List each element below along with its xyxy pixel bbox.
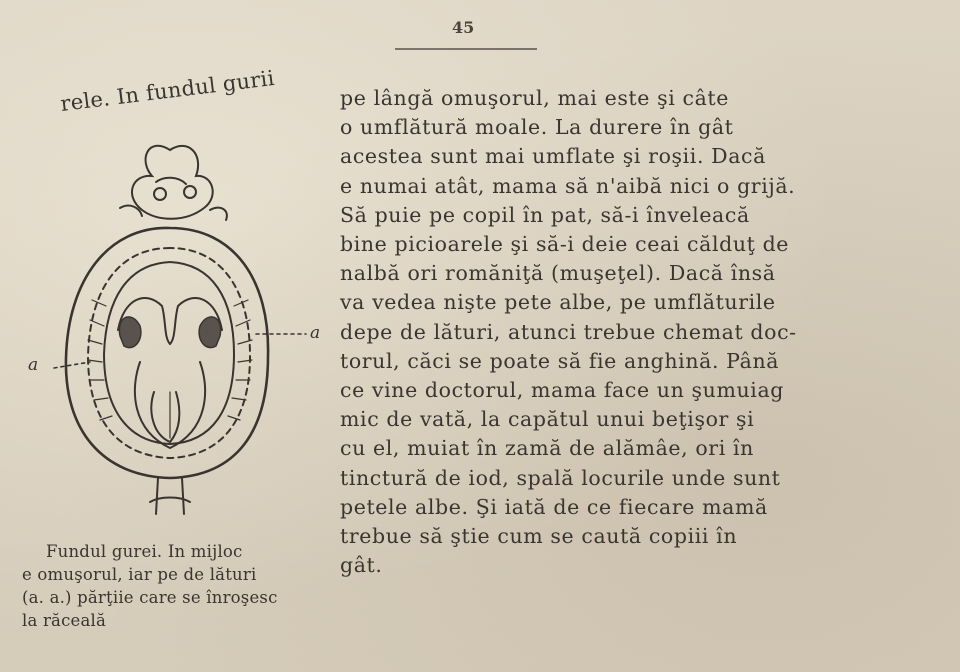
caption-line: e omuşorul, iar pe de lături xyxy=(22,565,257,584)
body-line: tinctură de iod, spală locurile unde sunt xyxy=(340,465,781,490)
body-line: mic de vată, la capătul unui beţişor şi xyxy=(340,407,755,432)
figure-label-right: a xyxy=(310,323,321,343)
body-line: e numai atât, mama să n'aibă nici o grijă. xyxy=(340,173,796,198)
figure-mouth-illustration xyxy=(20,130,340,530)
body-line: nalbă ori romăniţă (muşeţel). Dacă însă xyxy=(340,261,776,286)
caption-line: (a. a.) părţiie care se înroşesc xyxy=(22,588,278,607)
caption-line: la răceală xyxy=(22,611,107,630)
body-line: petele albe. Şi iată de ce fiecare mamă xyxy=(340,494,768,519)
body-line: ce vine doctorul, mama face un şumuiag xyxy=(340,378,785,403)
body-line: Să puie pe copil în pat, să-i înveleacă xyxy=(340,202,750,227)
body-line: pe lângă omuşorul, mai este şi câte xyxy=(340,86,729,110)
body-line: cu el, muiat în zamă de alămâe, ori în xyxy=(340,436,754,461)
figure-label-left: a xyxy=(28,355,39,375)
body-line: bine picioarele şi să-i deie ceai călduţ de xyxy=(340,232,790,257)
body-line: torul, căci se poate să fie anghină. Până xyxy=(340,348,780,373)
page-number: 45 xyxy=(452,18,475,37)
paragraph-fragment: rele. In fundul gurii xyxy=(59,65,276,116)
body-line: acestea sunt mai umflate şi roşii. Dacă xyxy=(340,144,766,169)
body-line: trebue să ştie cum se caută copiii în xyxy=(340,524,738,549)
caption-line: Fundul gurei. In mijloc xyxy=(46,542,243,561)
header-rule xyxy=(395,48,537,50)
body-line: va vedea nişte pete albe, pe umflăturile xyxy=(340,290,776,315)
body-line: gât. xyxy=(340,553,383,578)
body-line: depe de lături, atunci trebue chemat doc- xyxy=(340,319,797,344)
body-text xyxy=(340,84,940,580)
figure-caption xyxy=(22,540,342,632)
body-line: o umflătură moale. La durere în gât xyxy=(340,115,734,140)
